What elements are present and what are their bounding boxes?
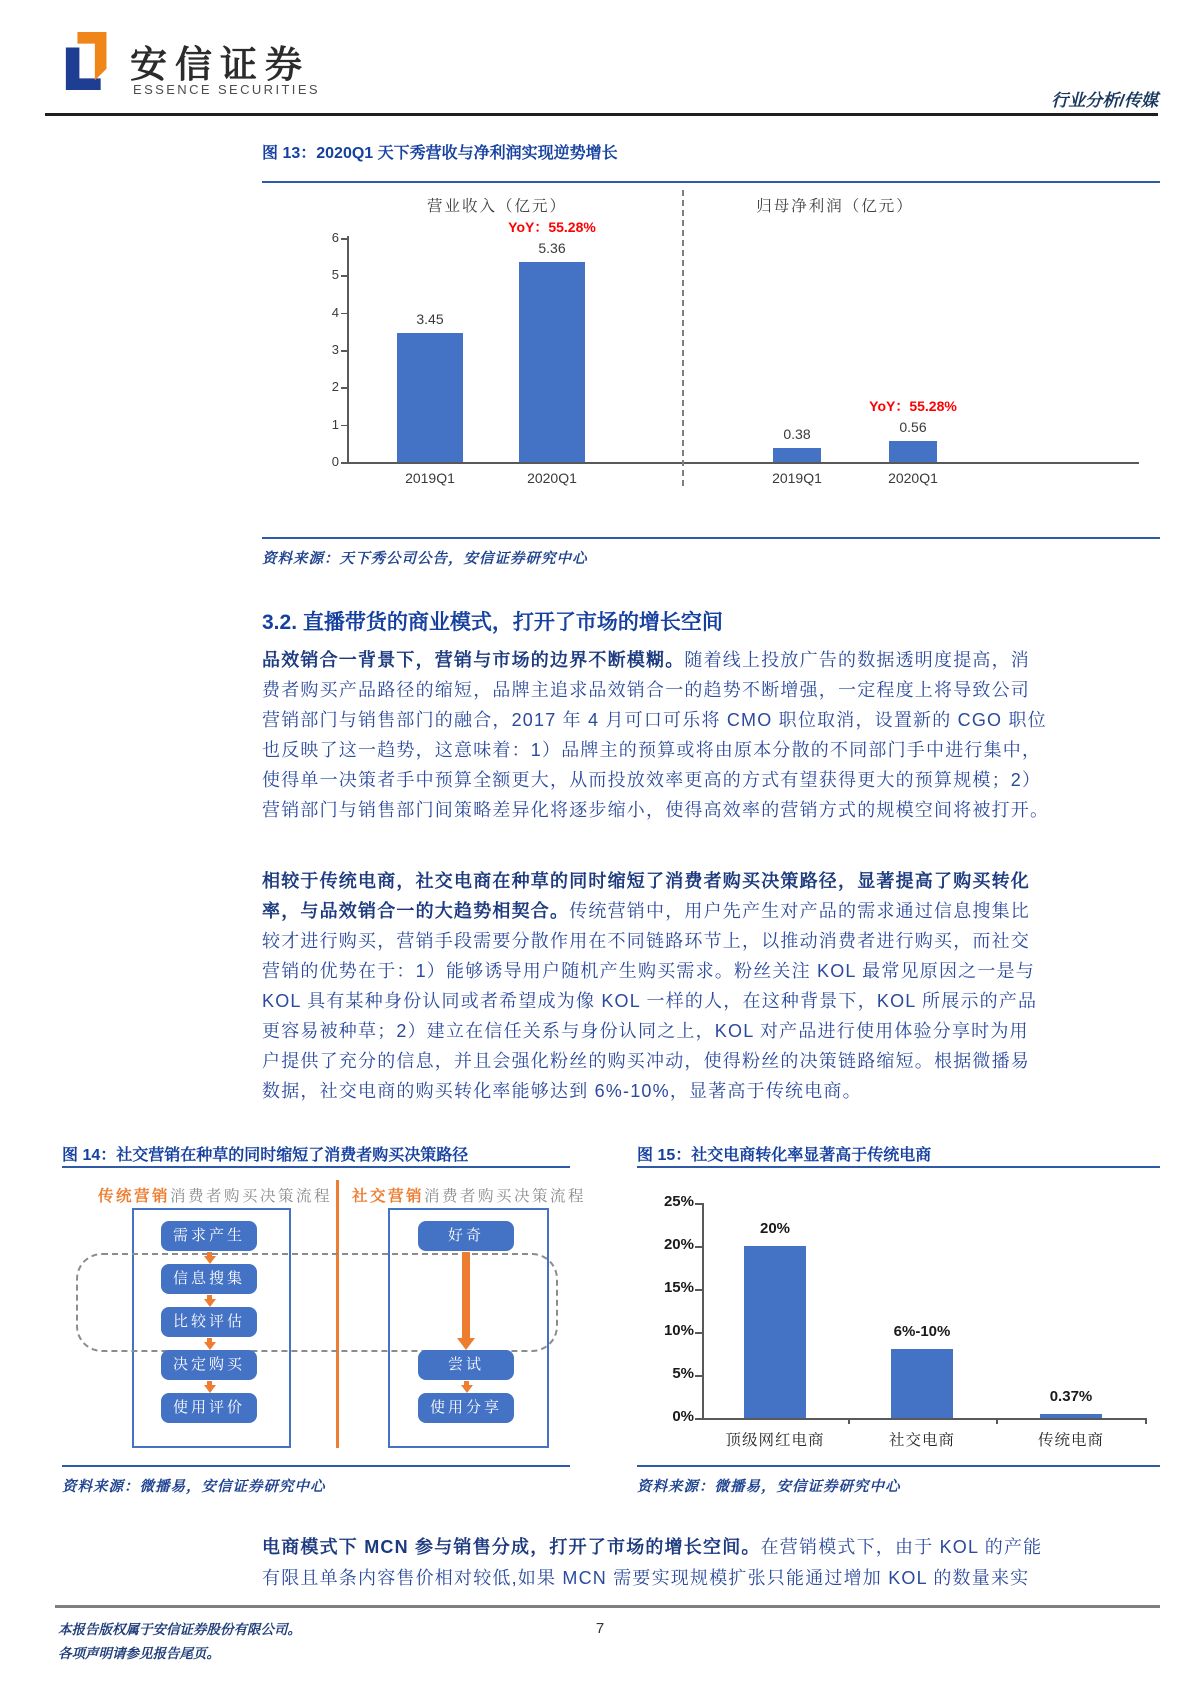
- flow-step: 比较评估: [161, 1307, 257, 1337]
- y-tickmark: [341, 425, 347, 427]
- social-flow-accent: 社交营销: [352, 1188, 425, 1205]
- x-category-label: 2020Q1: [888, 470, 938, 486]
- x-category-label: 2019Q1: [405, 470, 455, 486]
- text-line: 营销部门与销售部门的融合，2017 年 4 月可口可乐将 CMO 职位取消，设置新的 CGO 职位: [262, 710, 1047, 730]
- text-line: 户提供了充分的信息，并且会强化粉丝的购买冲动，使得粉丝的决策链路缩短。根据微播易: [262, 1051, 1030, 1071]
- brand-name-en: ESSENCE SECURITIES: [133, 82, 320, 97]
- y-tickmark: [695, 1375, 702, 1377]
- traditional-flow-rest: 消费者购买决策流程: [170, 1188, 333, 1205]
- y-axis-tick-label: 15%: [663, 1279, 694, 1296]
- figure15-title: 图 15：社交电商转化率显著高于传统电商: [637, 1147, 932, 1164]
- flow-step: 好奇: [418, 1221, 514, 1251]
- footer-disclaimer: [58, 1618, 301, 1666]
- report-category: 行业分析/传媒: [1051, 91, 1158, 110]
- traditional-flow-label: [98, 1184, 332, 1206]
- bar-value-label: 20%: [759, 1220, 791, 1237]
- figure13-group-divider: [682, 190, 684, 486]
- text-line: 电商模式下 MCN 参与销售分成，打开了市场的增长空间。在营销模式下，由于 KOL 的产能: [262, 1537, 1043, 1557]
- flow-step: 尝试: [418, 1350, 514, 1380]
- y-tickmark: [695, 1418, 702, 1420]
- footer-line1: 本报告版权属于安信证券股份有限公司。: [58, 1622, 301, 1637]
- y-axis-tick-label: 0%: [672, 1408, 694, 1425]
- big-arrow-down-icon: [457, 1338, 475, 1350]
- figure13-y-axis: [347, 236, 349, 462]
- arrow-down-icon: [204, 1299, 216, 1307]
- bar: [519, 262, 585, 462]
- y-axis-tick-label: 6: [331, 230, 339, 245]
- figure15-source: 资料来源：微播易，安信证券研究中心: [637, 1479, 901, 1495]
- y-tickmark: [695, 1332, 702, 1334]
- bar-value-label: 6%-10%: [893, 1323, 951, 1341]
- y-axis-tick-label: 20%: [663, 1236, 694, 1253]
- x-category-label: 社交电商: [888, 1432, 955, 1449]
- text-line: 营销的优势在于：1）能够诱导用户随机产生购买需求。粉丝关注 KOL 最常见原因之一是与: [262, 961, 1035, 981]
- figure15-bottom-rule: [637, 1465, 1160, 1467]
- y-tickmark: [695, 1246, 702, 1248]
- y-axis-tick-label: 5%: [672, 1365, 694, 1382]
- closing-paragraph: [262, 1532, 1072, 1594]
- y-tickmark: [341, 275, 347, 277]
- figure15-chart: [637, 1178, 1160, 1463]
- header-rule: [45, 113, 1158, 116]
- yoy-label: YoY：55.28%: [869, 398, 957, 415]
- social-flow-label: [352, 1184, 586, 1206]
- chart-group-title: 营业收入（亿元）: [426, 198, 567, 215]
- figure14-bottom-rule: [62, 1465, 570, 1467]
- figure13-top-rule: [262, 181, 1160, 183]
- bar: [891, 1349, 953, 1418]
- y-axis-tick-label: 10%: [663, 1322, 694, 1339]
- figure13-source: 资料来源：天下秀公司公告，安信证券研究中心: [262, 551, 588, 567]
- text-line: KOL 具有某种身份认同或者希望成为像 KOL 一样的人，在这种背景下，KOL 所展示的产品: [262, 991, 1038, 1011]
- footer-rule: [55, 1605, 1160, 1608]
- flow-step: 使用分享: [418, 1393, 514, 1423]
- essence-securities-logo-icon: [62, 30, 120, 92]
- figure15-title-rule: [637, 1166, 1160, 1168]
- figure13-chart: [262, 184, 1160, 536]
- shortened-path-dashed-box: [76, 1253, 558, 1352]
- figure14-source: 资料来源：微播易，安信证券研究中心: [62, 1479, 326, 1495]
- social-flow-rest: 消费者购买决策流程: [424, 1188, 587, 1205]
- text-line: 费者购买产品路径的缩短，品牌主追求品效销合一的趋势不断增强，一定程度上将导致公司: [262, 680, 1030, 700]
- text-line: 相较于传统电商，社交电商在种草的同时缩短了消费者购买决策路径，显著提高了购买转化: [262, 871, 1030, 891]
- x-category-label: 顶级网红电商: [725, 1432, 825, 1449]
- text-line: 较才进行购买，营销手段需要分散作用在不同链路环节上，以推动消费者进行购买，而社交: [262, 931, 1030, 951]
- bar-value-label: 0.38: [783, 425, 811, 442]
- footer-line2: 各项声明请参见报告尾页。: [58, 1646, 220, 1661]
- bar: [773, 448, 821, 462]
- y-tickmark: [341, 238, 347, 240]
- y-tickmark: [341, 313, 347, 315]
- bar: [397, 333, 463, 462]
- text-line: 率，与品效销合一的大趋势相契合。传统营销中，用户先产生对产品的需求通过信息搜集比: [262, 901, 1031, 921]
- figure15-y-axis: [702, 1203, 704, 1418]
- bar: [889, 441, 937, 462]
- figure14-diagram: [62, 1178, 587, 1454]
- traditional-flow-accent: 传统营销: [98, 1188, 171, 1205]
- page-number: 7: [595, 1620, 605, 1637]
- yoy-label: YoY：55.28%: [508, 218, 596, 235]
- figure14-title: 图 14：社交营销在种草的同时缩短了消费者购买决策路径: [62, 1147, 469, 1164]
- y-tickmark: [695, 1289, 702, 1291]
- y-tickmark: [341, 350, 347, 352]
- text-line: 品效销合一背景下，营销与市场的边界不断模糊。随着线上投放广告的数据透明度提高，消: [262, 650, 1031, 670]
- bar-value-label: 0.37%: [1049, 1387, 1093, 1405]
- y-axis-tick-label: 25%: [663, 1193, 694, 1210]
- paragraph-1: [262, 645, 1072, 825]
- brand-name-cn: 安信证券: [130, 44, 310, 85]
- x-category-label: 传统电商: [1037, 1432, 1104, 1449]
- x-tickmark: [848, 1419, 850, 1424]
- text-line: 更容易被种草；2）建立在信任关系与身份认同之上，KOL 对产品进行使用体验分享时为用: [262, 1021, 1029, 1041]
- y-axis-tick-label: 0: [331, 454, 339, 469]
- flow-step: 信息搜集: [161, 1264, 257, 1294]
- y-axis-tick-label: 5: [331, 267, 339, 283]
- arrow-down-icon: [461, 1385, 473, 1393]
- text-line: 也反映了这一趋势，这意味着：1）品牌主的预算或将由原本分散的不同部门手中进行集中，: [262, 740, 1042, 760]
- y-tickmark: [341, 387, 347, 389]
- y-axis-tick-label: 3: [331, 342, 339, 357]
- paragraph-2: [262, 866, 1072, 1106]
- arrow-down-icon: [204, 1385, 216, 1393]
- figure15-x-axis: [702, 1418, 1147, 1420]
- big-arrow-down-icon: [462, 1252, 470, 1338]
- x-tickmark: [1145, 1419, 1147, 1424]
- x-tickmark: [996, 1419, 998, 1424]
- x-category-label: 2020Q1: [527, 470, 577, 486]
- bar-value-label: 3.45: [416, 311, 444, 328]
- text-line: 数据，社交电商的购买转化率能够达到 6%-10%，显著高于传统电商。: [262, 1081, 862, 1101]
- y-axis-tick-label: 2: [331, 379, 339, 395]
- bar: [1040, 1414, 1102, 1418]
- text-line: 有限且单条内容售价相对较低,如果 MCN 需要实现规模扩张只能通过增加 KOL 的数量来实: [262, 1568, 1030, 1588]
- text-line: 营销部门与销售部门间策略差异化将逐步缩小，使得高效率的营销方式的规模空间将被打开。: [262, 800, 1050, 820]
- arrow-down-icon: [204, 1256, 216, 1264]
- section-heading: 3.2. 直播带货的商业模式，打开了市场的增长空间: [262, 611, 723, 634]
- y-axis-tick-label: 4: [331, 304, 339, 320]
- flow-step: 使用评价: [161, 1393, 257, 1423]
- text-line: 使得单一决策者手中预算全额更大，从而投放效率更高的方式有望获得更大的预算规模；2）: [262, 770, 1042, 790]
- figure13-title: 图 13：2020Q1 天下秀营收与净利润实现逆势增长: [262, 145, 618, 162]
- flow-step: 决定购买: [161, 1350, 257, 1380]
- flow-step: 需求产生: [161, 1221, 257, 1251]
- figure14-title-rule: [62, 1166, 570, 1168]
- x-category-label: 2019Q1: [772, 470, 822, 486]
- bar-value-label: 5.36: [538, 239, 566, 256]
- arrow-down-icon: [204, 1342, 216, 1350]
- bar-value-label: 0.56: [899, 419, 927, 436]
- figure13-bottom-rule: [262, 537, 1160, 539]
- bar: [744, 1246, 806, 1418]
- figure13-x-axis: [347, 462, 1139, 464]
- y-axis-tick-label: 1: [331, 416, 339, 432]
- chart-group-title: 归母净利润（亿元）: [756, 198, 914, 215]
- y-tickmark: [341, 462, 347, 464]
- y-tickmark: [695, 1203, 702, 1205]
